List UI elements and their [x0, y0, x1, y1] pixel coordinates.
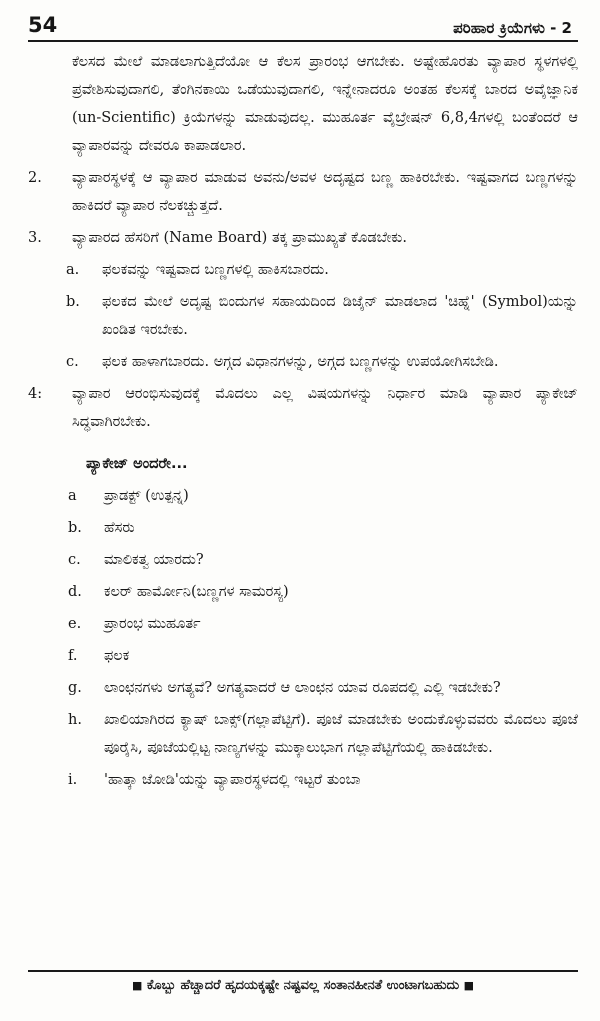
page-header: [28, 10, 578, 42]
subitem-text: ಫಲಕವನ್ನು ಇಷ್ಟವಾದ ಬಣ್ಣಗಳಲ್ಲಿ ಹಾಕಿಸಬಾರದು.: [102, 262, 329, 278]
package-letter: d.: [68, 584, 82, 600]
package-item-f: [28, 642, 578, 670]
package-item-c: [28, 546, 578, 574]
package-text: ಪ್ರಾರಂಭ ಮುಹೂರ್ತ: [104, 616, 201, 632]
package-text: ಹೆಸರು: [104, 520, 135, 536]
subitem-text: ಫಲಕದ ಮೇಲೆ ಅದೃಷ್ಟ ಬಿಂದುಗಳ ಸಹಾಯದಿಂದ ಡಿಜೈನ್ ಮಾಡಲಾದ 'ಚಿಹ್ನೆ' (Symbol)ಯನ್ನು ಖಂಡಿತ ಇರಬೇಕು.: [102, 294, 578, 338]
package-item-a: [28, 482, 578, 510]
list-item-3: [28, 224, 578, 252]
item-number: 3.: [28, 230, 42, 246]
intro-paragraph: ಕೆಲಸದ ಮೇಲೆ ಮಾಡಲಾಗುತ್ತಿದೆಯೋ ಆ ಕೆಲಸ ಪ್ರಾರಂಭ ಆಗಬೇಕು. ಅಷ್ಟೇಹೊರತು ವ್ಯಾಪಾರ ಸ್ಥಳಗಳಲ್ಲಿ ಪ್ರವೇಶಿಸುವುದಾಗಲಿ, ತೆಂಗಿನಕಾಯಿ ಒಡೆಯುವುದಾಗಲಿ, ಇನ್ನೇನಾದರೂ ಅಂತಹ ಕೆಲಸಕ್ಕೆ ಬಾರದ ಅವೈಜ್ಞಾನಿಕ (un-Scientific) ಕ್ರಿಯೆಗಳನ್ನು ಮಾಡುವುದಲ್ಲ. ಮುಹೂರ್ತ ವೈಬ್ರೇಷನ್ 6,8,4ಗಳಲ್ಲಿ ಬಂತೆಂದರೆ ಆ ವ್ಯಾಪಾರವನ್ನು ದೇವರೂ ಕಾಪಾಡಲಾರ.: [72, 54, 578, 154]
package-item-e: [28, 610, 578, 638]
package-text: ಖಾಲಿಯಾಗಿರದ ಕ್ಯಾಷ್ ಬಾಕ್ಸ್(ಗಲ್ಲಾಪೆಟ್ಟಿಗೆ). ಪೂಜೆ ಮಾಡಬೇಕು ಅಂದುಕೊಳ್ಳುವವರು ಮೊದಲು ಪೂಜೆ ಪೂರೈಸಿ, ಪೂಜೆಯಲ್ಲಿಟ್ಟ ನಾಣ್ಯಗಳನ್ನು ಮುಕ್ಕಾಲುಭಾಗ ಗಲ್ಲಾಪೆಟ್ಟಿಗೆಯಲ್ಲಿ ಹಾಕಿಡಬೇಕು.: [104, 712, 578, 756]
footer-bullet-right: ■: [463, 979, 475, 992]
subitem-letter: c.: [66, 354, 79, 370]
subitem-a: [28, 256, 578, 284]
item-number: 4:: [28, 386, 43, 402]
package-item-d: [28, 578, 578, 606]
item-text: ವ್ಯಾಪಾರದ ಹೆಸರಿಗೆ (Name Board) ತಕ್ಕ ಪ್ರಾಮುಖ್ಯತೆ ಕೊಡಬೇಕು.: [72, 230, 408, 246]
item-text: ವ್ಯಾಪಾರಸ್ಥಳಕ್ಕೆ ಆ ವ್ಯಾಪಾರ ಮಾಡುವ ಅವನು/ಅವಳ ಅದೃಷ್ಟದ ಬಣ್ಣ ಹಾಕಿರಬೇಕು. ಇಷ್ಟವಾಗದ ಬಣ್ಣಗಳನ್ನು ಹಾಕಿದರೆ ವ್ಯಾಪಾರ ನೆಲಕಚ್ಚುತ್ತದೆ.: [72, 170, 578, 214]
package-text: ಲಾಂಛನಗಳು ಅಗತ್ಯವೆ? ಅಗತ್ಯವಾದರೆ ಆ ಲಾಂಛನ ಯಾವ ರೂಪದಲ್ಲಿ ಎಲ್ಲಿ ಇಡಬೇಕು?: [104, 680, 501, 696]
subitem-c: [28, 348, 578, 376]
item-text: ವ್ಯಾಪಾರ ಆರಂಭಿಸುವುದಕ್ಕೆ ಮೊದಲು ಎಲ್ಲ ವಿಷಯಗಳನ್ನು ನಿರ್ಧಾರ ಮಾಡಿ ವ್ಯಾಪಾರ ಪ್ಯಾಕೇಜ್ ಸಿದ್ಧವಾಗಿರಬೇಕು.: [72, 386, 578, 430]
package-item-g: [28, 674, 578, 702]
package-letter: i.: [68, 772, 78, 788]
running-title: ಪರಿಹಾರ ಕ್ರಿಯೆಗಳು - 2: [453, 19, 572, 37]
package-text: ಮಾಲಿಕತ್ವ ಯಾರದು?: [104, 552, 204, 568]
package-letter: h.: [68, 712, 82, 728]
package-heading: ಪ್ಯಾಕೇಜ್ ಅಂದರೇ...: [86, 456, 188, 472]
footer-text: ಕೊಬ್ಬು ಹೆಚ್ಚಾದರೆ ಹೃದಯಕ್ಕಷ್ಟೇ ನಷ್ಟವಲ್ಲ ಸಂತಾನಹೀನತೆ ಉಂಟಾಗಬಹುದು: [146, 978, 460, 993]
package-letter: g.: [68, 680, 82, 696]
item-number: 2.: [28, 170, 42, 186]
page-content: [28, 48, 578, 794]
package-text: ಕಲರ್ ಹಾರ್ಮೋನಿ(ಬಣ್ಣಗಳ ಸಾಮರಸ್ಯ): [104, 584, 289, 600]
package-letter: e.: [68, 616, 82, 632]
list-item-4: [28, 380, 578, 436]
package-letter: f.: [68, 648, 78, 664]
list-item-2: [28, 164, 578, 220]
page-footer: [28, 970, 578, 993]
footer-bullet-left: ■: [131, 979, 143, 992]
package-text: 'ಹಾತ್ಕಾ ಜೋಡಿ'ಯನ್ನು ವ್ಯಾಪಾರಸ್ಥಳದಲ್ಲಿ ಇಟ್ಟರೆ ತುಂಬಾ: [104, 772, 361, 788]
package-text: ಫಲಕ: [104, 648, 130, 664]
subitem-b: [28, 288, 578, 344]
subitem-letter: b.: [66, 294, 80, 310]
package-letter: b.: [68, 520, 82, 536]
package-item-b: [28, 514, 578, 542]
subitem-text: ಫಲಕ ಹಾಳಾಗಬಾರದು. ಅಗ್ಗದ ವಿಧಾನಗಳನ್ನು, ಅಗ್ಗದ ಬಣ್ಣಗಳನ್ನು ಉಪಯೋಗಿಸಬೇಡಿ.: [102, 354, 499, 370]
package-letter: c.: [68, 552, 81, 568]
package-letter: a: [68, 488, 77, 504]
package-item-h: [28, 706, 578, 762]
subitem-letter: a.: [66, 262, 80, 278]
page-number: 54: [28, 13, 58, 37]
package-item-i: [28, 766, 578, 794]
package-text: ಪ್ರಾಡಕ್ಟ್ (ಉತ್ಪನ್ನ): [104, 488, 189, 504]
